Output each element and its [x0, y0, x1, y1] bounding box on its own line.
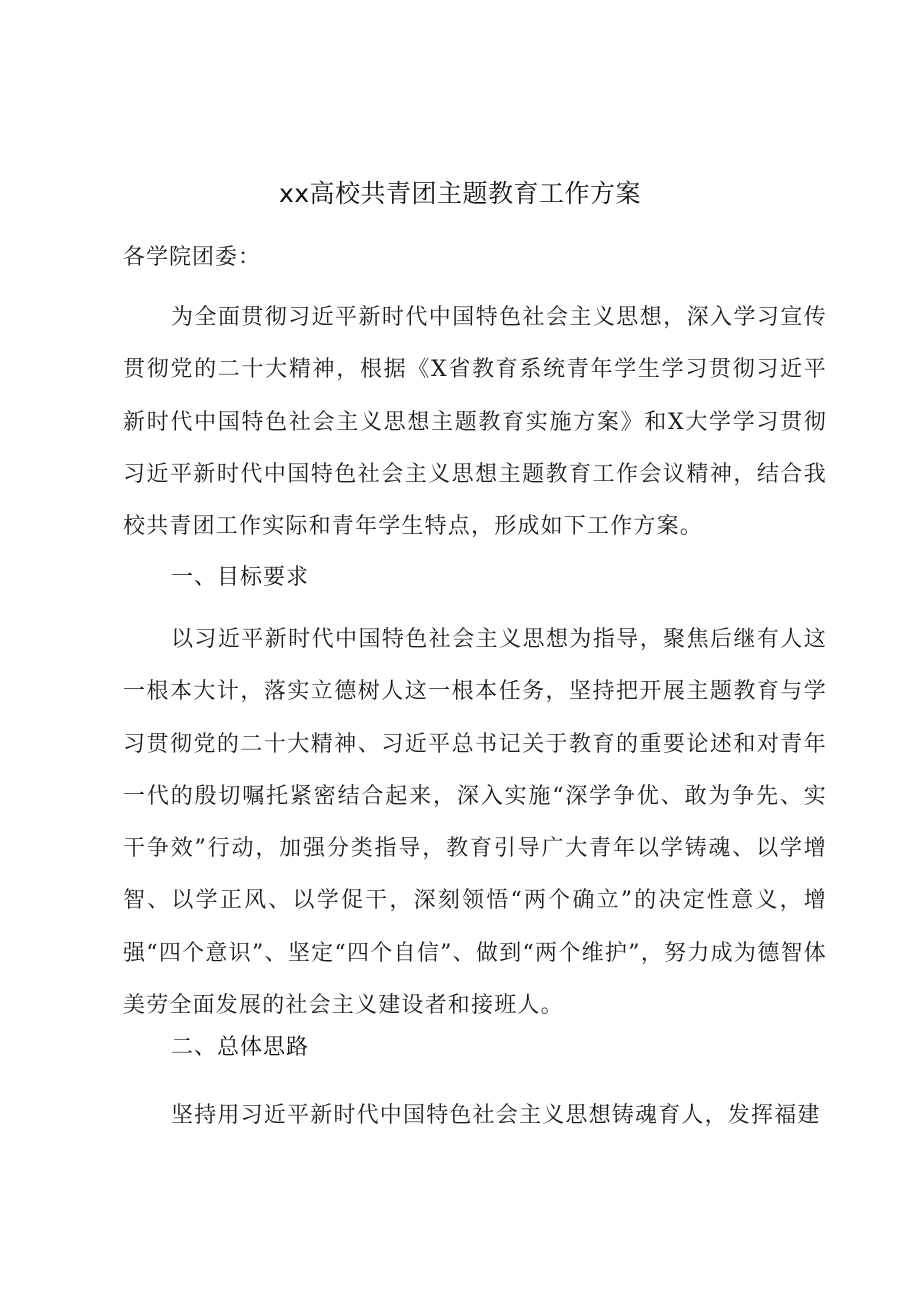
- intro-paragraph: 为全面贯彻习近平新时代中国特色社会主义思想，深入学习宣传贯彻党的二十大精神，根据《X省教育系统青年学生学习贯彻习近平新时代中国特色社会主义思想主题教育实施方案》和X大学学习贯彻习近平新时代中国特色社会主义思想主题教育工作会议精神，结合我校共青团工作实际和青年学生特点，形成如下工作方案。: [123, 305, 827, 540]
- salutation: 各学院团委：: [123, 245, 262, 270]
- section-body-approach: 坚持用习近平新时代中国特色社会主义思想铸魂育人，发挥福建: [171, 1103, 821, 1128]
- section-body-goals: 以习近平新时代中国特色社会主义思想为指导，聚焦后继有人这一根本大计，落实立德树人这一根本任务，坚持把开展主题教育与学习贯彻党的二十大精神、习近平总书记关于教育的重要论述和对青年一代的殷切嘱托紧密结合起来，深入实施“深学争优、敢为争先、实干争效”行动，加强分类指导，教育引导广大青年以学铸魂、以学增智、以学正风、以学促干，深刻领悟“两个确立”的决定性意义，增强“四个意识”、坚定“四个自信”、做到“两个维护”，努力成为德智体美劳全面发展的社会主义建设者和接班人。: [123, 627, 827, 1019]
- section-heading-goals: 一、目标要求: [171, 565, 310, 590]
- section-heading-approach: 二、总体思路: [171, 1035, 310, 1060]
- document-title: xx高校共青团主题教育工作方案: [278, 179, 642, 208]
